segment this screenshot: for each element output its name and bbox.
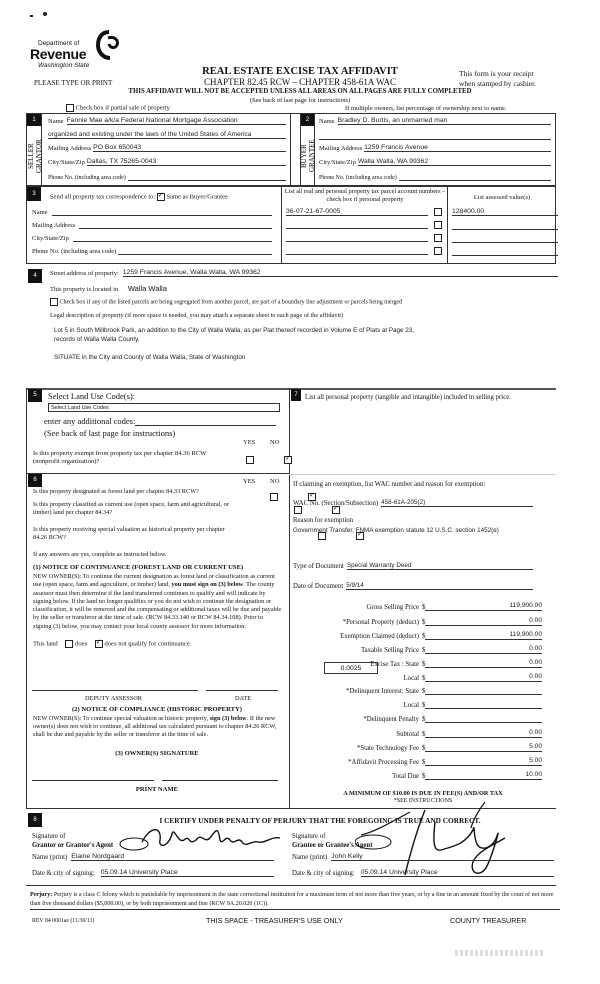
faded-stamp xyxy=(455,950,545,956)
deputy-assessor-label: DEPUTY ASSESSOR xyxy=(85,695,142,702)
no-column-label: NO xyxy=(270,478,280,485)
logo-text-department: Department of xyxy=(38,40,80,47)
completion-warning: THIS AFFIDAVIT WILL NOT BE ACCEPTED UNLESS ALL AREAS ON ALL PAGES ARE FULLY COMPLETED xyxy=(128,88,472,95)
current-use-yes-checkbox[interactable] xyxy=(294,506,302,514)
wac-row xyxy=(293,499,533,507)
located-in-row xyxy=(50,284,167,293)
seller-city-label: City/State/Zip xyxy=(48,159,85,166)
doc-date-field[interactable]: 5/9/14 xyxy=(346,582,533,590)
wac-label: WAC No. (Section/Subsection) xyxy=(293,500,379,507)
assessed-value-field[interactable]: 128400.00 xyxy=(452,208,558,216)
corr-phone-label: Phone No. (including area code) xyxy=(32,248,117,255)
grantor-name-label: Name (print) xyxy=(32,854,68,861)
legal-description-label: Legal description of property (if more space is needed, you may attach a separate sheet to each page of the affidavit) xyxy=(50,312,344,319)
corr-phone-field[interactable] xyxy=(118,247,272,255)
buyer-mailing-row xyxy=(319,144,551,152)
section-1-badge: 1 xyxy=(27,114,41,126)
amount-row xyxy=(292,700,542,709)
assessor-date-line[interactable] xyxy=(206,690,278,691)
seller-name-row xyxy=(48,117,286,125)
seller-city-field[interactable]: Dallas, TX 75265-0043 xyxy=(87,158,286,166)
street-address-field[interactable]: 1259 Francis Avenue, Walla Walla, WA 99362 xyxy=(123,269,558,277)
located-in-value[interactable]: Walla Walla xyxy=(127,284,167,293)
see-instructions-note: *SEE INSTRUCTIONS xyxy=(393,798,453,804)
section-6-badge: 6 xyxy=(28,474,42,487)
scan-speck xyxy=(43,12,47,16)
parcel-row xyxy=(286,208,442,216)
left-border xyxy=(26,388,27,474)
parcel-row xyxy=(286,234,442,242)
legal-description-line: SITUATE in the City and County of Walla Walla, State of Washington xyxy=(54,354,246,361)
revenue-logo-icon xyxy=(96,30,122,60)
personal-property-checkbox[interactable] xyxy=(434,221,442,229)
seller-name-line2-field[interactable]: organized and existing under the laws of the United States of America xyxy=(48,131,286,139)
doc-type-row xyxy=(293,562,533,570)
grantee-name-row xyxy=(292,853,554,861)
corr-name-row xyxy=(32,208,272,216)
reason-field[interactable]: Government Transfer, FNMA exemption statute 12 U.S.C. section 1452(e) xyxy=(293,527,499,534)
amount-value-field[interactable] xyxy=(425,700,542,709)
seller-name-row-2 xyxy=(48,131,286,139)
reason-label: Reason for exemption xyxy=(293,517,354,524)
grantor-date-field[interactable]: 05.09.14 University Place xyxy=(101,869,274,877)
legal-description-field[interactable] xyxy=(54,326,534,362)
seller-grantor-label: SELLER GRANTOR xyxy=(27,139,43,173)
parcel-row xyxy=(286,247,442,255)
yes-column-label: YES xyxy=(243,478,256,485)
currency-symbol: $ xyxy=(422,604,426,611)
parcel-number-field[interactable] xyxy=(286,221,428,229)
section-3-badge: 3 xyxy=(27,187,41,201)
assessed-value-field[interactable] xyxy=(452,247,558,256)
additional-codes-row xyxy=(44,416,276,426)
seller-phone-label: Phone No. (including area code) xyxy=(48,175,126,181)
corr-city-row xyxy=(32,234,272,242)
amount-value-field[interactable]: 119,900.00 xyxy=(425,602,542,611)
segregated-checkbox[interactable] xyxy=(50,298,58,306)
section-6-left-border xyxy=(26,473,27,808)
personal-property-checkbox[interactable] xyxy=(434,234,442,242)
partial-sale-checkbox-row[interactable] xyxy=(66,104,170,112)
receipt-note: This form is your receipt xyxy=(459,69,534,78)
amount-value-field[interactable] xyxy=(425,714,542,723)
wac-field[interactable]: 458-61A-205(2) xyxy=(381,499,533,507)
does-not-qualify-checkbox[interactable] xyxy=(95,640,103,648)
exemption-top-border xyxy=(289,474,556,475)
amount-value-field[interactable]: 5.00 xyxy=(425,757,542,766)
notice-compliance-title: (2) NOTICE OF COMPLIANCE (HISTORIC PROPERTY) xyxy=(72,706,242,713)
parcel-header: List all real and personal property tax parcel account numbers – check box if personal property xyxy=(284,188,446,203)
corr-mailing-field[interactable] xyxy=(79,221,272,229)
parcel-number-field[interactable] xyxy=(286,247,428,255)
amount-row xyxy=(292,729,542,738)
grantee-date-field[interactable]: 05.09.14 University Place xyxy=(361,869,554,877)
currency-symbol: $ xyxy=(422,773,426,780)
amount-row xyxy=(292,631,542,640)
deputy-assessor-line[interactable] xyxy=(32,690,198,691)
parcel-divider xyxy=(281,186,282,264)
current-use-question: Is this property classified as current use (open space, farm and agricultural, or timber) land per chapter 84.34? xyxy=(33,501,229,516)
no-column-label: NO xyxy=(270,439,280,446)
nonprofit-exempt-question: Is this property exempt from property tax per chapter 84.36 RCW (nonprofit organization)? xyxy=(33,450,207,465)
personal-property-checkbox[interactable] xyxy=(434,208,442,216)
street-address-label: Street address of property: xyxy=(50,270,119,277)
grantor-signature-label: Signature of Grantor or Grantor's Agent xyxy=(32,833,114,849)
amount-row xyxy=(292,602,542,611)
buyer-name-line2-field[interactable] xyxy=(319,139,551,140)
amount-row xyxy=(292,645,542,654)
does-qualify-label: does xyxy=(75,640,88,648)
partial-sale-checkbox[interactable] xyxy=(66,104,74,112)
amount-value-field[interactable]: 0.00 xyxy=(425,617,542,626)
grantee-signature[interactable] xyxy=(355,800,515,880)
amount-row xyxy=(292,757,542,766)
current-use-no-checkbox[interactable] xyxy=(332,506,340,514)
amount-value-field[interactable]: 10.00 xyxy=(425,771,542,780)
section-6-top-border xyxy=(26,473,290,474)
seller-phone-row xyxy=(48,172,286,181)
same-as-buyer-checkbox[interactable] xyxy=(157,193,165,201)
value-divider xyxy=(447,186,448,264)
correspondence-header xyxy=(50,193,228,201)
buyer-phone-label: Phone No. (including area code) xyxy=(319,175,397,181)
minimum-due-note: A MINIMUM OF $10.00 IS DUE IN FEE(S) AND/OR TAX xyxy=(343,790,503,797)
seller-mailing-field[interactable]: PO Box 650043 xyxy=(93,144,286,152)
amount-label: *Delinquent Penalty xyxy=(363,716,419,723)
segregated-row xyxy=(50,298,402,306)
seller-mailing-label: Mailing Address xyxy=(48,145,92,152)
currency-symbol: $ xyxy=(422,731,426,738)
seller-name-field[interactable]: Fannie Mae a/k/a Federal National Mortgage Association xyxy=(67,117,286,125)
amount-label: Total Due xyxy=(392,773,419,780)
land-use-select[interactable]: Select Land Use Codes xyxy=(48,403,280,412)
assessed-value-field[interactable] xyxy=(452,221,558,230)
grantor-name-row xyxy=(32,853,274,861)
buyer-phone-field[interactable] xyxy=(399,172,551,181)
notice-continuance-title: (1) NOTICE OF CONTINUANCE (FOREST LAND OR CURRENT USE) xyxy=(33,564,244,571)
grantee-date-row xyxy=(292,869,554,877)
partial-sale-label: Check box if partial sale of property xyxy=(75,104,170,112)
center-divider xyxy=(289,388,290,808)
land-use-instructions: (See back of last page for instructions) xyxy=(44,428,176,438)
legal-description-line: Lot 5 in South Millbrook Park, an addition to the City of Walla Walla, as per Plat thereof recorded in Volume E of Plats at Page 23, xyxy=(54,327,415,334)
corr-name-field[interactable] xyxy=(52,208,272,216)
notice-compliance-text: NEW OWNER(S): To continue special valuation as historic property, sign (3) below. If the new owner(s) does not wish to continue, all additional tax calculated pursuant to chapter 84.26 RCW, shall be due and payable by the seller or transferor at the time of sale. xyxy=(33,715,277,738)
currency-symbol: $ xyxy=(422,619,426,626)
amount-row xyxy=(292,673,542,682)
amount-label: Subtotal xyxy=(396,731,419,738)
logo-text-state: Washington State xyxy=(38,62,90,69)
corr-mailing-label: Mailing Address xyxy=(32,222,76,229)
amount-label: *State Technology Fee xyxy=(356,745,419,752)
amount-label: *Delinquent Interest: State xyxy=(346,688,419,695)
does-qualify-checkbox[interactable] xyxy=(65,640,73,648)
amount-value-field[interactable]: 0.00 xyxy=(425,645,542,654)
print-name-label: PRINT NAME xyxy=(135,786,179,793)
additional-codes-field[interactable] xyxy=(135,417,276,426)
parcel-number-field[interactable] xyxy=(286,234,428,242)
does-not-qualify-label: does not qualify for continuance. xyxy=(104,640,192,648)
receipt-note-2: when stamped by cashier. xyxy=(459,79,537,88)
assessed-header: List assessed value(s) xyxy=(473,194,531,201)
seller-mailing-row xyxy=(48,144,286,152)
section-4-badge: 4 xyxy=(28,269,42,283)
grantor-date-row xyxy=(32,869,274,877)
correspondence-label: Send all property tax correspondence to: xyxy=(50,193,156,201)
buyer-phone-row xyxy=(319,172,551,181)
amount-label: *Personal Property (deduct) xyxy=(342,619,419,626)
personal-property-checkbox[interactable] xyxy=(434,247,442,255)
this-land-row xyxy=(33,640,191,648)
amount-row xyxy=(292,771,542,780)
land-use-label: Select Land Use Code(s): xyxy=(48,391,136,401)
personal-property-label: List all personal property (tangible and intangible) included in selling price. xyxy=(305,394,511,401)
buyer-name-row xyxy=(319,117,551,125)
currency-symbol: $ xyxy=(422,745,426,752)
corr-name-label: Name xyxy=(32,209,48,216)
amount-value-field[interactable]: 5.00 xyxy=(425,743,542,752)
buyer-city-label: City/State/Zip xyxy=(319,159,356,166)
corr-city-field[interactable] xyxy=(73,234,272,242)
currency-symbol: $ xyxy=(422,688,426,695)
forest-land-question: Is this property designated as forest land per chapter 84.33 RCW? xyxy=(33,488,199,495)
currency-symbol: $ xyxy=(422,716,426,723)
personal-property-field[interactable] xyxy=(300,418,550,468)
amount-row xyxy=(292,743,542,752)
instructions-note: (See back of last page for instructions) xyxy=(249,97,351,104)
form-title: REAL ESTATE EXCISE TAX AFFIDAVIT xyxy=(202,66,398,77)
owner-signature-line[interactable] xyxy=(32,780,154,781)
please-type-label: PLEASE TYPE OR PRINT xyxy=(34,79,113,87)
yes-column-label: YES xyxy=(243,439,256,446)
assessor-date-label: DATE xyxy=(235,695,252,702)
grantee-name-field[interactable]: John Kelly xyxy=(331,853,554,861)
corr-phone-row xyxy=(32,247,272,255)
perjury-certification: I CERTIFY UNDER PENALTY OF PERJURY THAT THE FOREGOING IS TRUE AND CORRECT. xyxy=(159,816,481,825)
exemption-label: If claiming an exemption, list WAC number and reason for exemption: xyxy=(293,481,486,488)
notice-continuance-text: NEW OWNER(S): To continue the current designation as forest land or classification as current use (open space, farm and agriculture, or timber) land, you must sign on (3) below. The county assessor must then determine if the land transferred continues to qualify and will indicate by signing below. If the land no longer qualifies or you do not wish to continue the designation or classification, it will be removed and the compensating or additional taxes will be due and payable by the seller or transferor at the time of sale. (RCW 84.33.140 or RCW 84.34.108). Prior to signing (3) below, you may contact your local county assessor for more information. xyxy=(33,573,282,630)
nonprofit-exempt-yes-checkbox[interactable] xyxy=(246,456,254,464)
doc-date-row xyxy=(293,582,533,590)
segregated-label: Check box if any of the listed parcels are being segregated from another parcel, are part of a boundary line adjustment or parcels being merged xyxy=(59,299,403,306)
seller-name-label: Name xyxy=(48,118,64,125)
amount-label: Local xyxy=(403,702,419,709)
section-2-badge: 2 xyxy=(301,114,314,126)
amount-value-field[interactable]: 119,900.00 xyxy=(425,631,542,640)
currency-symbol: $ xyxy=(422,633,426,640)
currency-symbol: $ xyxy=(422,759,426,766)
treasurer-use-label: THIS SPACE - TREASURER'S USE ONLY xyxy=(206,916,343,925)
amount-value-field[interactable] xyxy=(425,686,542,695)
doc-type-label: Type of Document xyxy=(293,563,344,570)
currency-symbol: $ xyxy=(422,647,426,654)
amount-label: Gross Selling Price xyxy=(366,604,419,611)
currency-symbol: $ xyxy=(422,675,426,682)
multiple-owners-note: If multiple owners, list percentage of ownership next to name. xyxy=(345,105,507,112)
historic-property-question: Is this property receiving special valuation as historical property per chapter 84.26 RCW? xyxy=(33,526,225,541)
grantor-signature[interactable] xyxy=(112,822,287,852)
grantee-date-label: Date & city of signing: xyxy=(292,870,355,877)
doc-type-field[interactable]: Special Warranty Deed xyxy=(347,562,533,570)
corr-city-label: City/State/Zip xyxy=(32,235,69,242)
legal-description-line: records of Walla Walla County. xyxy=(54,336,140,343)
perjury-notice: Perjury: Perjury is a class C felony which is punishable by imprisonment in the state correctional institution for a maximum term of not more than five years, or by a fine in an amount fixed by the court of not more than five thousand dollars ($5,000.00), or by both imprisonment and fine (RCW 9A.20.020 (1C)). xyxy=(30,891,560,910)
amount-label: Taxable Selling Price xyxy=(360,647,419,654)
parcel-row xyxy=(286,221,442,229)
owner-signature-label: (3) OWNER(S) SIGNATURE xyxy=(115,750,199,757)
section-5-badge: 5 xyxy=(28,389,42,402)
scan-speck xyxy=(30,15,33,17)
forest-land-yes-checkbox[interactable] xyxy=(270,493,278,501)
currency-symbol: $ xyxy=(422,702,426,709)
amount-label: Local xyxy=(403,675,419,682)
buyer-name-label: Name xyxy=(319,118,335,125)
nonprofit-exempt-no-checkbox[interactable] xyxy=(284,456,292,464)
additional-codes-label: enter any additional codes: xyxy=(44,416,136,426)
amount-row xyxy=(292,686,542,695)
logo-text-revenue: Revenue xyxy=(30,46,87,62)
this-land-label: This land xyxy=(33,640,58,648)
seller-city-row xyxy=(48,158,286,166)
amount-row xyxy=(292,714,542,723)
located-in-label: This property is located in xyxy=(50,286,119,293)
street-address-row xyxy=(50,269,558,277)
grantee-name-label: Name (print) xyxy=(292,854,328,861)
form-subtitle: CHAPTER 82.45 RCW – CHAPTER 458-61A WAC xyxy=(204,77,396,87)
buyer-city-row xyxy=(319,158,551,166)
amount-value-field[interactable]: 0.00 xyxy=(425,659,542,668)
if-yes-instruction: If any answers are yes, complete as instructed below. xyxy=(33,551,167,558)
amount-label: *Affidavit Processing Fee xyxy=(348,759,419,766)
buyer-city-field[interactable]: Walla Walla, WA 99362 xyxy=(358,158,551,166)
currency-symbol: $ xyxy=(422,661,426,668)
amount-label: Excise Tax : State xyxy=(370,661,419,668)
amount-label: Exemption Claimed (deduct) xyxy=(340,633,419,640)
grantor-date-label: Date & city of signing: xyxy=(32,870,95,877)
parcel-number-field[interactable]: 36-07-21-67-0005 xyxy=(286,208,428,216)
grantor-name-field[interactable]: Elaine Nordgaard xyxy=(71,853,274,861)
buyer-mailing-field[interactable]: 1259 Francis Avenue xyxy=(364,144,551,152)
logo xyxy=(30,12,125,69)
amount-value-field[interactable]: 0.00 xyxy=(425,729,542,738)
seller-phone-field[interactable] xyxy=(128,172,286,181)
section-7-badge: 7 xyxy=(291,389,301,401)
local-rate-field[interactable]: 0.0025 xyxy=(324,662,378,674)
amount-value-field[interactable]: 0.00 xyxy=(425,673,542,682)
buyer-mailing-label: Mailing Address xyxy=(319,145,363,152)
form-id: REV 84 0001ae (11/30/11) xyxy=(32,918,95,924)
assessed-value-field[interactable] xyxy=(452,234,558,243)
buyer-grantee-label: BUYER GRANTEE xyxy=(300,139,316,173)
amount-row xyxy=(292,617,542,626)
buyer-name-field[interactable]: Bradley D. Burtis, an unmarried man xyxy=(338,117,551,125)
section-8-badge: 8 xyxy=(28,813,42,827)
county-treasurer-label: COUNTY TREASURER xyxy=(450,916,527,925)
parties-divider xyxy=(290,113,291,186)
same-as-buyer-label: Same as Buyer/Grantee xyxy=(166,193,228,201)
owner-print-line[interactable] xyxy=(162,780,278,781)
doc-date-label: Date of Document xyxy=(293,583,344,590)
grantee-signature-label: Signature of Grantee or Grantee's Agent xyxy=(292,833,373,849)
corr-mailing-row xyxy=(32,221,272,229)
